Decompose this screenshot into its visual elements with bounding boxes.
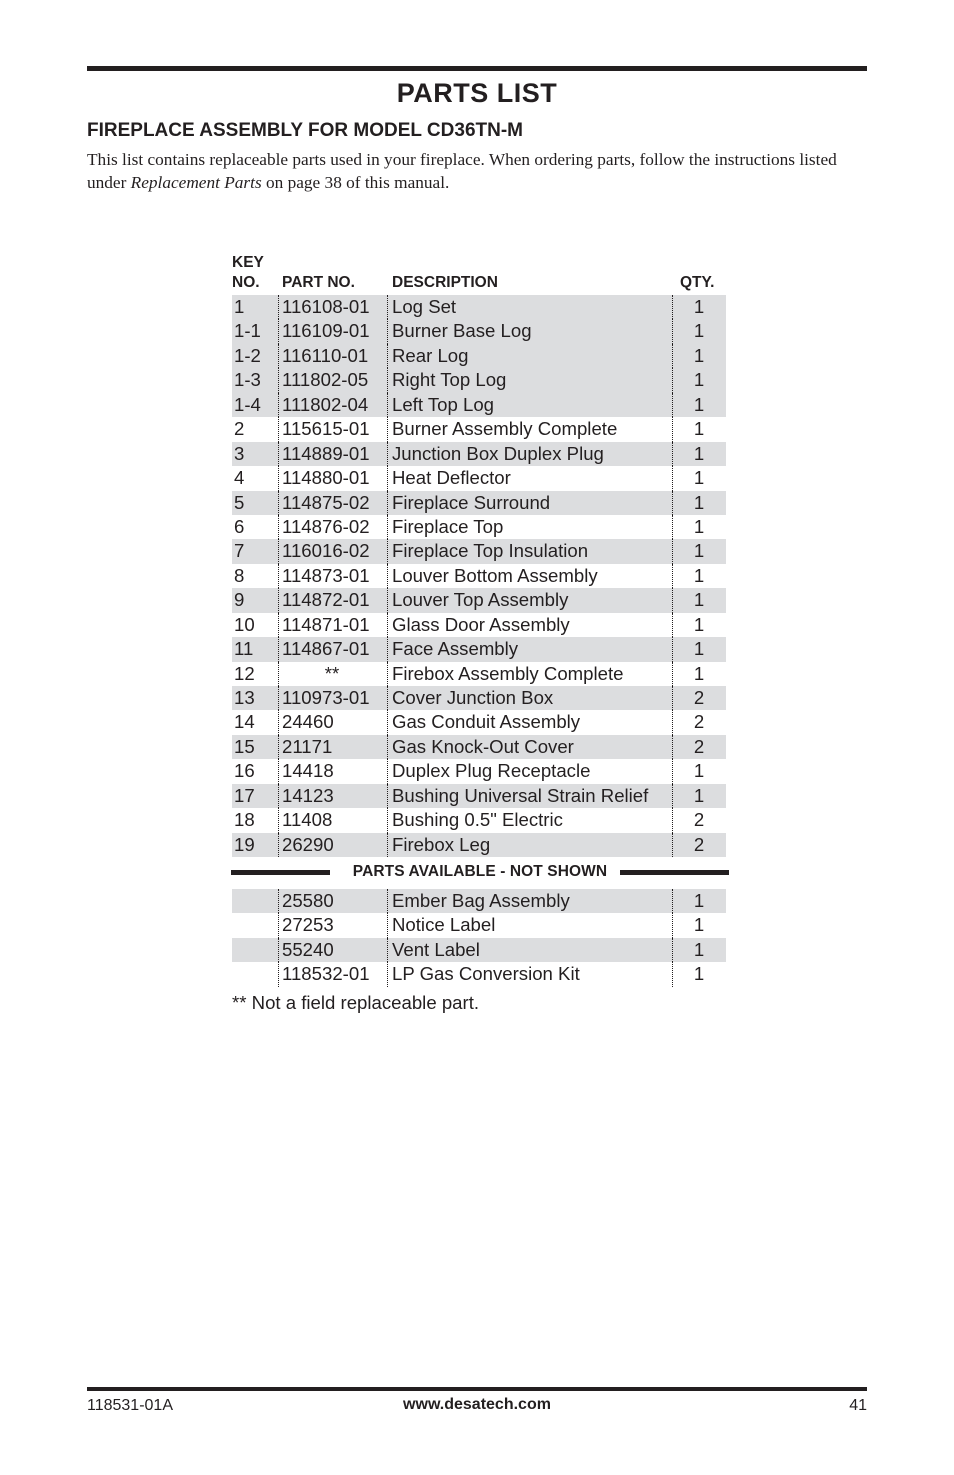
description-cell: Notice Label bbox=[392, 914, 496, 936]
table-row bbox=[232, 515, 726, 539]
column-divider bbox=[387, 637, 388, 661]
doc-number: 118531-01A bbox=[87, 1397, 173, 1414]
qty-cell: 1 bbox=[693, 393, 705, 415]
key-cell: 1-4 bbox=[234, 393, 261, 415]
description-cell: Firebox Leg bbox=[392, 833, 491, 855]
column-divider bbox=[672, 588, 673, 612]
part-no-cell: 116109-01 bbox=[282, 320, 370, 342]
key-cell: 4 bbox=[234, 467, 245, 489]
table-row bbox=[232, 637, 726, 661]
table-row bbox=[232, 368, 726, 392]
key-cell: 1-1 bbox=[234, 320, 261, 342]
column-divider bbox=[387, 588, 388, 612]
key-cell: 17 bbox=[234, 784, 255, 806]
key-cell: 18 bbox=[234, 809, 255, 831]
part-no-cell: 14123 bbox=[282, 784, 334, 806]
key-cell: 19 bbox=[234, 833, 255, 855]
column-divider bbox=[672, 515, 673, 539]
description-cell: Junction Box Duplex Plug bbox=[392, 442, 604, 464]
description-cell: LP Gas Conversion Kit bbox=[392, 963, 580, 985]
column-divider bbox=[278, 662, 279, 686]
qty-cell: 1 bbox=[693, 613, 705, 635]
part-no-cell: 14418 bbox=[282, 760, 334, 782]
qty-cell: 1 bbox=[693, 442, 705, 464]
column-divider bbox=[387, 491, 388, 515]
parts-not-shown-table bbox=[232, 889, 726, 987]
part-no-cell: 25580 bbox=[282, 890, 334, 911]
website: www.desatech.com bbox=[403, 1396, 551, 1413]
description-cell: Face Assembly bbox=[392, 638, 519, 660]
qty-cell: 1 bbox=[693, 467, 705, 489]
part-no-cell: 114872-01 bbox=[282, 589, 370, 611]
table-row bbox=[232, 686, 726, 710]
part-no-cell: 110973-01 bbox=[282, 687, 370, 708]
top-rule bbox=[87, 66, 867, 71]
part-no-cell: 116016-02 bbox=[282, 540, 370, 562]
description-cell: Ember Bag Assembly bbox=[392, 890, 570, 911]
part-no-cell: 114876-02 bbox=[282, 515, 370, 537]
column-divider bbox=[278, 564, 279, 588]
qty-cell: 1 bbox=[693, 515, 705, 537]
description-cell: Bushing 0.5" Electric bbox=[392, 809, 563, 831]
qty-cell: 1 bbox=[693, 418, 705, 440]
qty-cell: 1 bbox=[693, 662, 705, 684]
column-divider bbox=[672, 938, 673, 962]
key-cell: 1 bbox=[234, 296, 245, 317]
qty-cell: 2 bbox=[693, 833, 705, 855]
column-divider bbox=[278, 539, 279, 563]
column-divider bbox=[278, 833, 279, 857]
qty-cell: 1 bbox=[693, 589, 705, 611]
part-no-cell: 27253 bbox=[282, 914, 334, 936]
table-row bbox=[232, 913, 726, 937]
column-divider bbox=[672, 491, 673, 515]
table-row bbox=[232, 833, 726, 857]
part-no-cell: 114889-01 bbox=[282, 442, 370, 464]
header-qty: QTY. bbox=[680, 274, 715, 291]
table-row bbox=[232, 295, 726, 319]
key-cell: 6 bbox=[234, 515, 245, 537]
column-divider bbox=[672, 710, 673, 734]
table-row bbox=[232, 344, 726, 368]
key-cell: 8 bbox=[234, 564, 245, 586]
column-divider bbox=[278, 588, 279, 612]
description-cell: Heat Deflector bbox=[392, 467, 511, 489]
description-cell: Gas Knock-Out Cover bbox=[392, 735, 574, 757]
intro-text-2: on page 38 of this manual. bbox=[261, 173, 450, 192]
description-cell: Left Top Log bbox=[392, 393, 495, 415]
key-cell: 13 bbox=[234, 687, 255, 708]
column-divider bbox=[387, 466, 388, 490]
table-row bbox=[232, 938, 726, 962]
column-divider bbox=[387, 319, 388, 343]
table-row bbox=[232, 759, 726, 783]
column-divider bbox=[387, 417, 388, 441]
column-divider bbox=[672, 808, 673, 832]
key-cell: 2 bbox=[234, 418, 245, 440]
part-no-cell: 55240 bbox=[282, 938, 334, 960]
divider-label: PARTS AVAILABLE - NOT SHOWN bbox=[352, 863, 608, 880]
description-cell: Vent Label bbox=[392, 938, 480, 960]
qty-cell: 1 bbox=[693, 540, 705, 562]
qty-cell: 1 bbox=[693, 784, 705, 806]
key-cell: 10 bbox=[234, 613, 255, 635]
section-subtitle: FIREPLACE ASSEMBLY FOR MODEL CD36TN-M bbox=[87, 120, 523, 141]
key-cell: 12 bbox=[234, 662, 255, 684]
key-cell: 1-3 bbox=[234, 369, 261, 391]
part-no-cell: 118532-01 bbox=[282, 963, 370, 985]
qty-cell: 1 bbox=[693, 890, 705, 911]
column-divider bbox=[672, 393, 673, 417]
footnote: ** Not a field replaceable part. bbox=[232, 992, 480, 1013]
parts-not-shown-divider bbox=[231, 861, 729, 883]
description-cell: Fireplace Top bbox=[392, 515, 504, 537]
description-cell: Gas Conduit Assembly bbox=[392, 711, 581, 733]
column-divider bbox=[387, 613, 388, 637]
table-row bbox=[232, 962, 726, 986]
column-divider bbox=[672, 295, 673, 319]
column-divider bbox=[278, 808, 279, 832]
description-cell: Fireplace Surround bbox=[392, 491, 551, 513]
column-divider bbox=[672, 613, 673, 637]
column-divider bbox=[672, 637, 673, 661]
intro-link-text: Replacement Parts bbox=[130, 173, 262, 192]
column-divider bbox=[278, 417, 279, 441]
key-cell: 15 bbox=[234, 735, 255, 757]
column-divider bbox=[387, 564, 388, 588]
table-row bbox=[232, 491, 726, 515]
column-divider bbox=[278, 344, 279, 368]
table-row bbox=[232, 539, 726, 563]
column-divider bbox=[672, 466, 673, 490]
header-description: DESCRIPTION bbox=[392, 274, 498, 291]
table-row bbox=[232, 588, 726, 612]
column-divider bbox=[387, 735, 388, 759]
header-key-line2: NO. bbox=[232, 274, 260, 291]
table-row bbox=[232, 613, 726, 637]
key-cell: 9 bbox=[234, 589, 245, 611]
table-row bbox=[232, 784, 726, 808]
part-no-cell: 114875-02 bbox=[282, 491, 370, 513]
column-divider bbox=[387, 759, 388, 783]
qty-cell: 1 bbox=[693, 938, 705, 960]
description-cell: Fireplace Top Insulation bbox=[392, 540, 589, 562]
column-divider bbox=[387, 442, 388, 466]
qty-cell: 2 bbox=[693, 711, 705, 733]
column-divider bbox=[278, 962, 279, 986]
table-row bbox=[232, 710, 726, 734]
column-divider bbox=[278, 515, 279, 539]
column-divider bbox=[278, 491, 279, 515]
description-cell: Rear Log bbox=[392, 344, 469, 366]
intro-paragraph bbox=[87, 148, 877, 194]
part-no-cell: 111802-05 bbox=[282, 369, 369, 391]
table-row bbox=[232, 466, 726, 490]
column-divider bbox=[278, 938, 279, 962]
part-no-cell: 24460 bbox=[282, 711, 334, 733]
description-cell: Bushing Universal Strain Relief bbox=[392, 784, 649, 806]
qty-cell: 1 bbox=[693, 914, 705, 936]
column-divider bbox=[672, 759, 673, 783]
column-divider bbox=[672, 686, 673, 710]
page-title: PARTS LIST bbox=[396, 78, 558, 108]
column-divider bbox=[278, 393, 279, 417]
column-divider bbox=[278, 613, 279, 637]
table-row bbox=[232, 417, 726, 441]
column-divider bbox=[672, 442, 673, 466]
column-divider bbox=[672, 344, 673, 368]
column-divider bbox=[387, 344, 388, 368]
qty-cell: 1 bbox=[693, 963, 705, 985]
part-no-cell: ** bbox=[324, 662, 340, 684]
column-divider bbox=[672, 319, 673, 343]
column-divider bbox=[278, 466, 279, 490]
column-divider bbox=[672, 662, 673, 686]
part-no-cell: 114867-01 bbox=[282, 638, 370, 660]
table-row bbox=[232, 442, 726, 466]
column-divider bbox=[387, 913, 388, 937]
column-divider bbox=[387, 962, 388, 986]
column-divider bbox=[278, 442, 279, 466]
table-row bbox=[232, 889, 726, 913]
parts-table bbox=[232, 295, 726, 857]
key-cell: 16 bbox=[234, 760, 255, 782]
key-cell: 14 bbox=[234, 711, 255, 733]
column-divider bbox=[278, 913, 279, 937]
table-row bbox=[232, 808, 726, 832]
column-divider bbox=[387, 686, 388, 710]
key-cell: 5 bbox=[234, 491, 245, 513]
qty-cell: 1 bbox=[693, 760, 705, 782]
column-divider bbox=[672, 784, 673, 808]
qty-cell: 2 bbox=[693, 687, 705, 708]
page-number: 41 bbox=[849, 1397, 867, 1414]
table-row bbox=[232, 564, 726, 588]
description-cell: Glass Door Assembly bbox=[392, 613, 570, 635]
part-no-cell: 115615-01 bbox=[282, 418, 370, 440]
description-cell: Firebox Assembly Complete bbox=[392, 662, 624, 684]
table-row bbox=[232, 662, 726, 686]
part-no-cell: 21171 bbox=[282, 735, 333, 757]
column-divider bbox=[278, 889, 279, 913]
part-no-cell: 111802-04 bbox=[282, 393, 369, 415]
column-divider bbox=[278, 637, 279, 661]
header-key-line1: KEY bbox=[232, 254, 264, 271]
qty-cell: 1 bbox=[693, 296, 705, 317]
column-divider bbox=[387, 539, 388, 563]
part-no-cell: 116110-01 bbox=[282, 344, 369, 366]
column-divider bbox=[672, 913, 673, 937]
column-divider bbox=[278, 759, 279, 783]
qty-cell: 2 bbox=[693, 735, 705, 757]
column-divider bbox=[387, 295, 388, 319]
description-cell: Cover Junction Box bbox=[392, 687, 554, 708]
qty-cell: 1 bbox=[693, 491, 705, 513]
column-divider bbox=[387, 808, 388, 832]
column-divider bbox=[278, 710, 279, 734]
qty-cell: 1 bbox=[693, 369, 705, 391]
column-divider bbox=[387, 515, 388, 539]
column-divider bbox=[387, 710, 388, 734]
description-cell: Burner Assembly Complete bbox=[392, 418, 618, 440]
column-divider bbox=[387, 889, 388, 913]
description-cell: Louver Top Assembly bbox=[392, 589, 569, 611]
part-no-cell: 116108-01 bbox=[282, 296, 370, 317]
column-divider bbox=[387, 938, 388, 962]
column-divider bbox=[672, 368, 673, 392]
column-divider bbox=[387, 368, 388, 392]
column-divider bbox=[278, 319, 279, 343]
header-part-no: PART NO. bbox=[282, 274, 355, 291]
part-no-cell: 114871-01 bbox=[282, 613, 370, 635]
qty-cell: 1 bbox=[693, 344, 705, 366]
column-divider bbox=[387, 833, 388, 857]
column-divider bbox=[672, 735, 673, 759]
column-divider bbox=[672, 539, 673, 563]
column-divider bbox=[278, 295, 279, 319]
key-cell: 7 bbox=[234, 540, 245, 562]
key-cell: 3 bbox=[234, 442, 245, 464]
key-cell: 11 bbox=[234, 638, 254, 660]
column-divider bbox=[387, 662, 388, 686]
description-cell: Duplex Plug Receptacle bbox=[392, 760, 591, 782]
description-cell: Louver Bottom Assembly bbox=[392, 564, 598, 586]
column-divider bbox=[672, 417, 673, 441]
description-cell: Burner Base Log bbox=[392, 320, 532, 342]
qty-cell: 1 bbox=[693, 564, 705, 586]
column-divider bbox=[278, 735, 279, 759]
description-cell: Log Set bbox=[392, 296, 457, 317]
description-cell: Right Top Log bbox=[392, 369, 507, 391]
table-row bbox=[232, 735, 726, 759]
column-divider bbox=[672, 889, 673, 913]
part-no-cell: 11408 bbox=[282, 809, 333, 831]
qty-cell: 2 bbox=[693, 809, 705, 831]
key-cell: 1-2 bbox=[234, 344, 261, 366]
column-divider bbox=[278, 784, 279, 808]
column-divider bbox=[387, 393, 388, 417]
column-divider bbox=[672, 833, 673, 857]
column-divider bbox=[672, 962, 673, 986]
table-row bbox=[232, 393, 726, 417]
table-row bbox=[232, 319, 726, 343]
part-no-cell: 114880-01 bbox=[282, 467, 370, 489]
qty-cell: 1 bbox=[693, 320, 705, 342]
intro-text-1: This list contains replaceable parts used in your fireplace. When ordering parts, follow the instructions listed under bbox=[87, 150, 837, 192]
column-divider bbox=[387, 784, 388, 808]
column-divider bbox=[278, 686, 279, 710]
column-divider bbox=[672, 564, 673, 588]
bottom-rule bbox=[87, 1387, 867, 1391]
column-divider bbox=[278, 368, 279, 392]
part-no-cell: 26290 bbox=[282, 833, 334, 855]
part-no-cell: 114873-01 bbox=[282, 564, 370, 586]
qty-cell: 1 bbox=[693, 638, 705, 660]
